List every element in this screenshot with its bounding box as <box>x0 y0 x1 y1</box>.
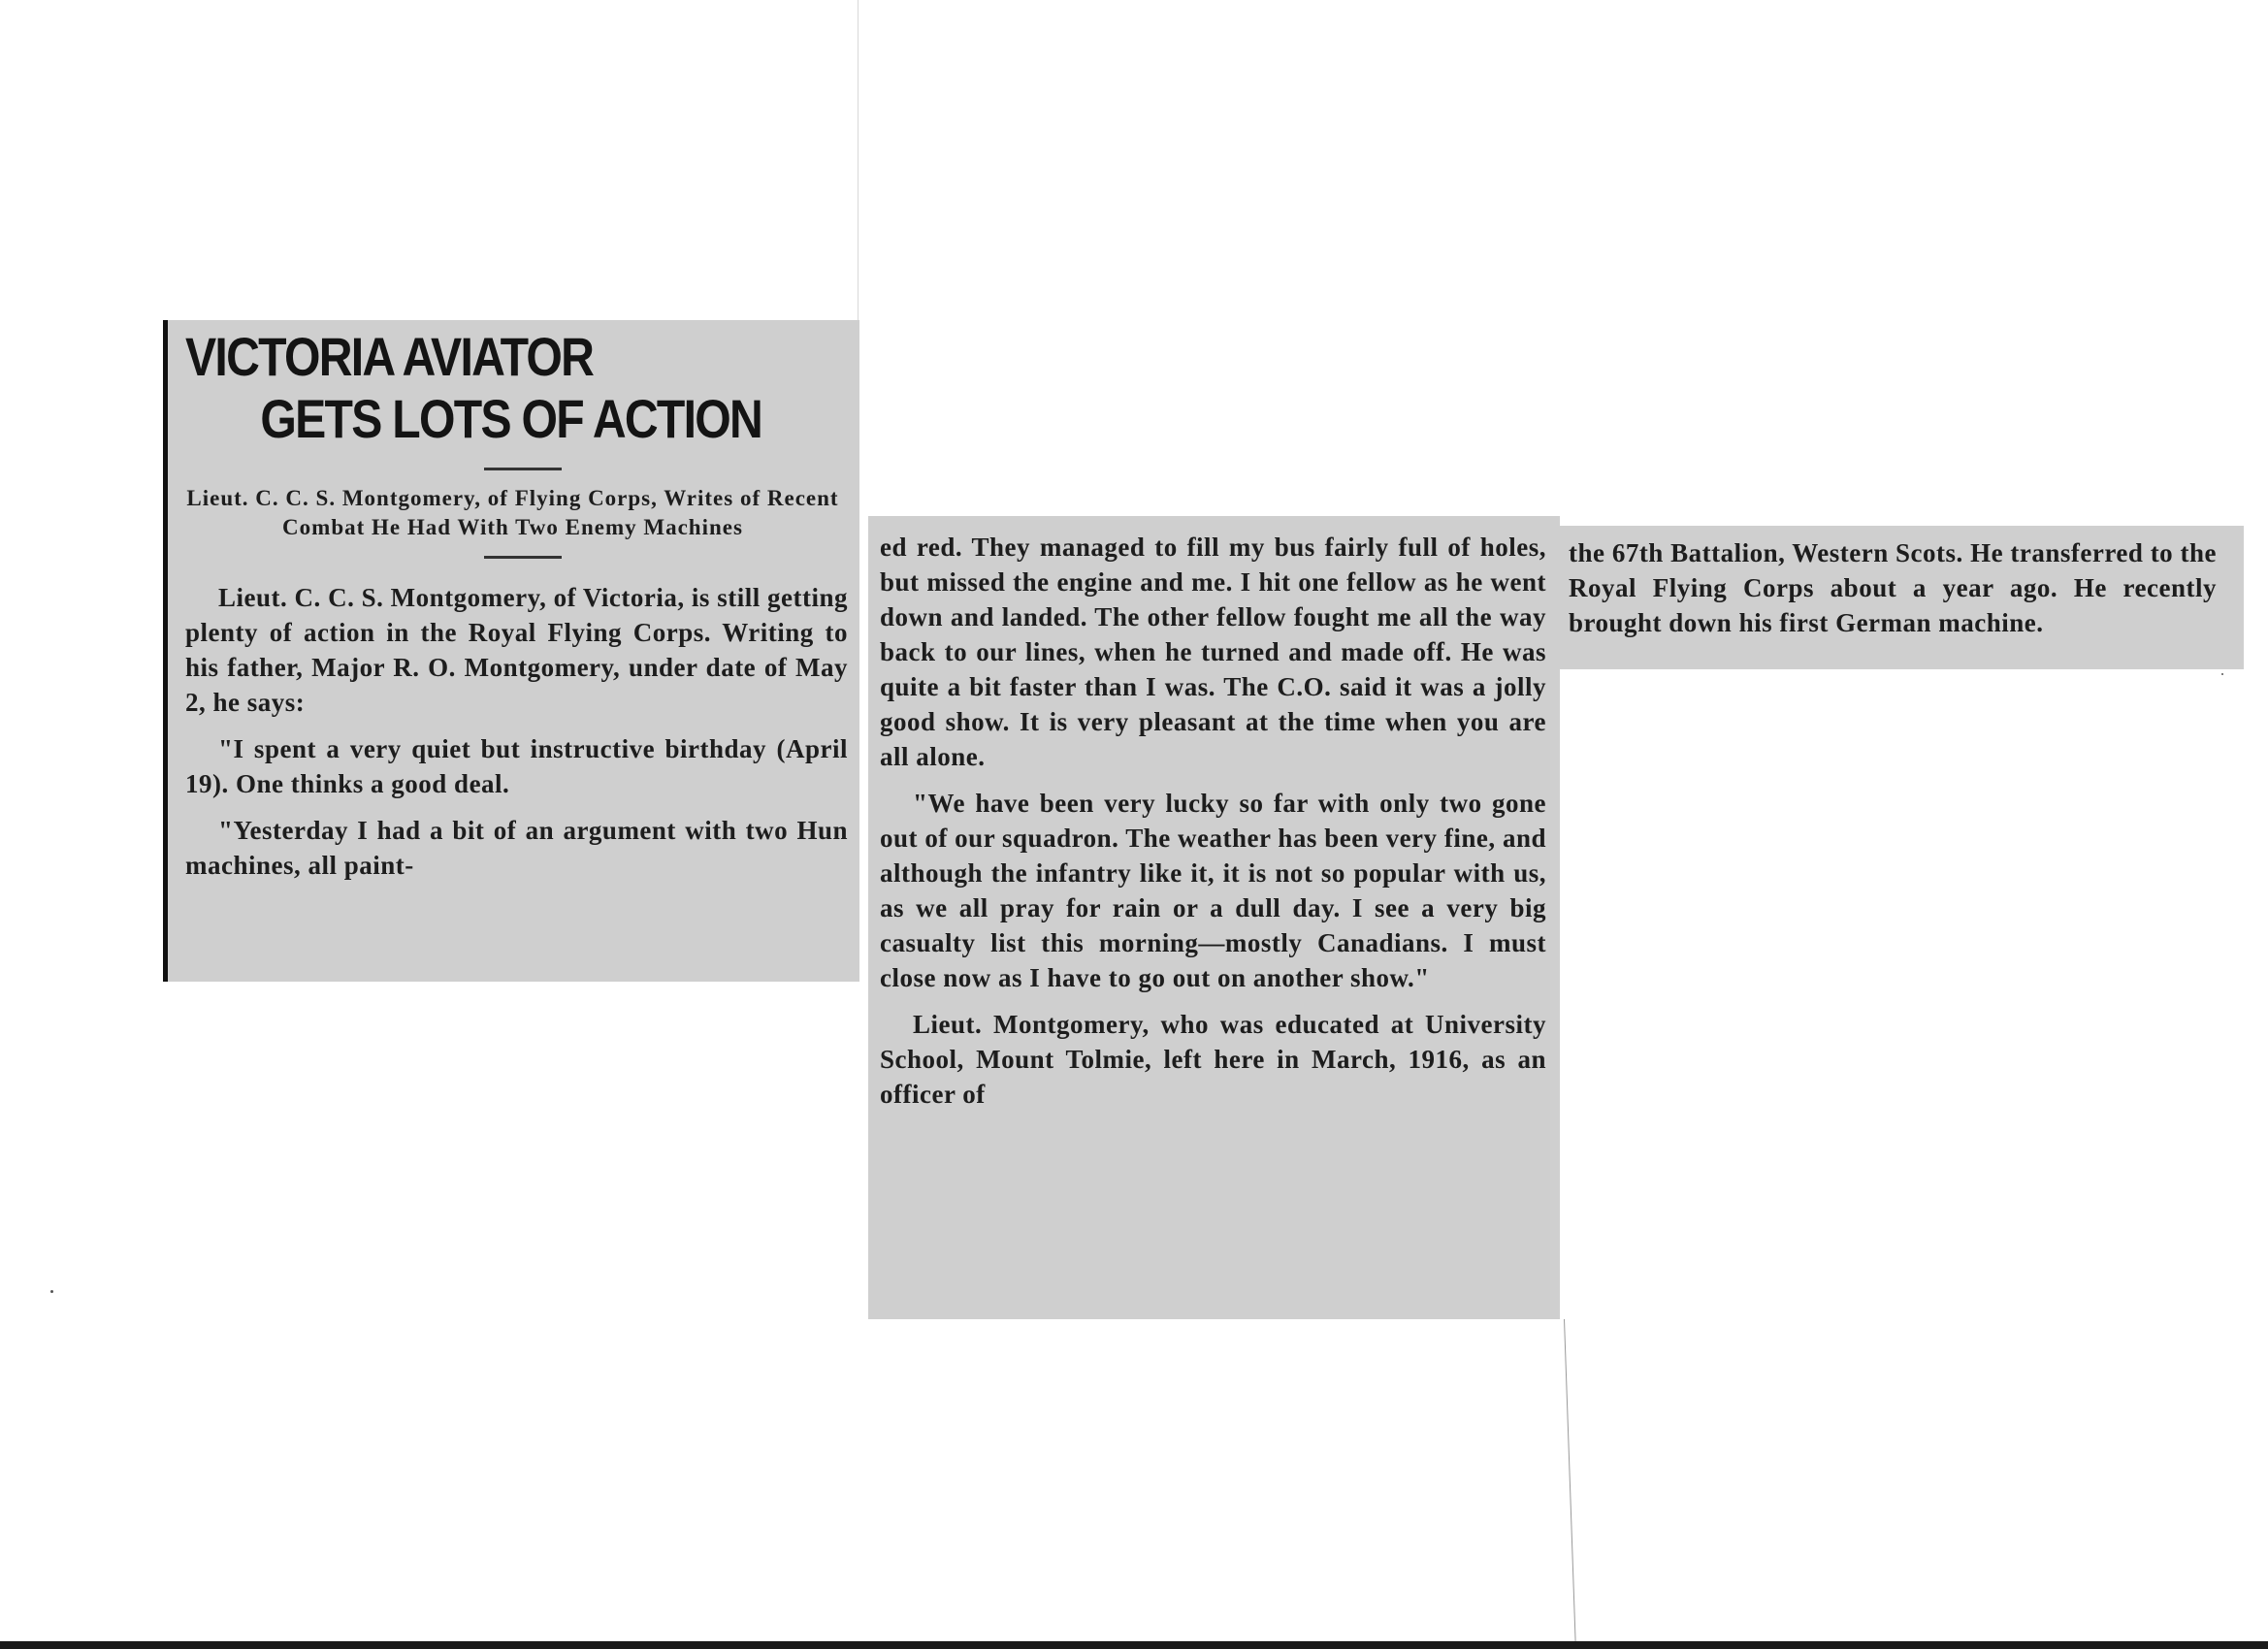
paragraph: "Yesterday I had a bit of an argument with two Hun machines, all paint- <box>185 816 848 880</box>
headline <box>185 320 765 450</box>
headline-rule <box>484 468 562 470</box>
paragraph: "I spent a very quiet but instructive birthday (April 19). One thinks a good deal. <box>185 734 848 798</box>
headline-line-2: GETS LOTS OF ACTION <box>260 388 762 449</box>
clipping-column-2 <box>868 516 1560 1319</box>
deck-subheadline: Lieut. C. C. S. Montgomery, of Flying Corps, Writes of Recent Combat He Had With Two Enemy Machines <box>186 486 839 539</box>
paragraph: Lieut. C. C. S. Montgomery, of Victoria, is still getting plenty of action in the Royal Flying Corps. Writing to his father, Major R. O. Montgomery, under date of May 2, he says: <box>185 583 848 717</box>
clipping-column-3 <box>1549 526 2244 669</box>
scan-edge-line <box>1564 1319 1576 1649</box>
paragraph: ed red. They managed to fill my bus fairly full of holes, but missed the engine and me. I hit one fellow as he went down and landed. The other fellow fought me all the way back to our lines, when he turned and made off. He was quite a bit faster than I was. The C.O. said it was a jolly good show. It is very pleasant at the time when you are all alone. <box>880 533 1546 771</box>
dust-speck <box>50 1290 53 1293</box>
dust-speck <box>2221 673 2223 675</box>
clipping-column-1 <box>163 320 859 982</box>
deck-rule <box>484 556 562 559</box>
paragraph: the 67th Battalion, Western Scots. He transferred to the Royal Flying Corps about a year ago. He recently brought down his first German machine. <box>1569 538 2217 637</box>
scan-bottom-edge <box>0 1641 2268 1649</box>
paragraph: Lieut. Montgomery, who was educated at University School, Mount Tolmie, left here in March, 1916, as an officer of <box>880 1010 1546 1109</box>
paragraph: "We have been very lucky so far with only two gone out of our squadron. The weather has been very fine, and although the infantry like it, it is not so popular with us, as we all pray for rain or a dull day. I see a very big casualty list this morning—mostly Canadians. I must close now as I have to go out on another show." <box>880 789 1546 992</box>
headline-line-1: VICTORIA AVIATOR <box>185 326 594 387</box>
